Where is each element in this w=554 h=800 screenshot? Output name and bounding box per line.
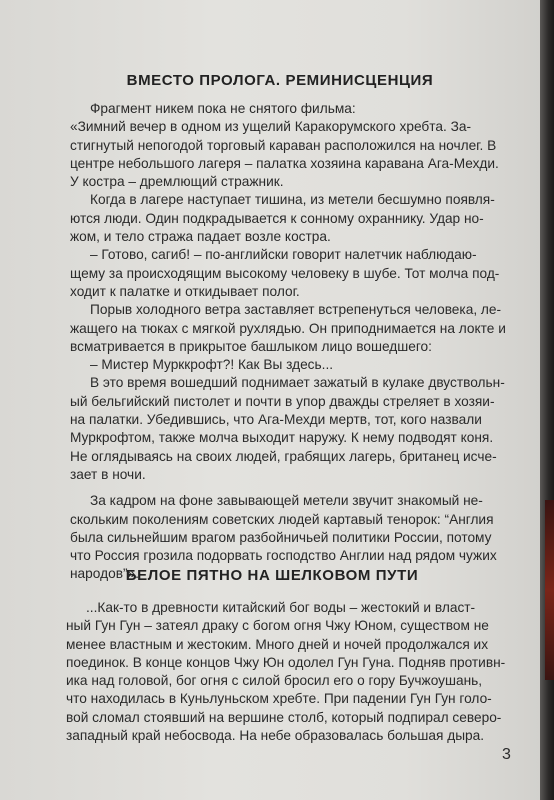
text-line: что находилась в Куньлуньском хребте. При падении Гун Гун голо- xyxy=(66,691,492,707)
text-line: «Зимний вечер в одном из ущелий Каракорумского хребта. За- xyxy=(70,119,472,135)
text-line: У костра – дремлющий стражник. xyxy=(70,174,284,190)
section-heading-prologue: ВМЕСТО ПРОЛОГА. РЕМИНИСЦЕНЦИЯ xyxy=(126,72,434,89)
text-line: – Готово, сагиб! – по-английски говорит налетчик наблюдаю- xyxy=(90,247,477,263)
text-line: Фрагмент никем пока не снятого фильма: xyxy=(90,101,356,116)
text-line: на палатки. Убедившись, что Ага-Мехди мертв, тот, кого назвали xyxy=(70,412,482,428)
text-line: западный край небосвода. На небе образовалась большая дыра. xyxy=(66,728,485,744)
text-line: Порыв холодного ветра заставляет встрепенуться человека, ле- xyxy=(90,302,502,318)
text-line: что Россия грозила подорвать господство Англии над рядом чужих xyxy=(70,548,497,564)
text-line: ный Гун Гун – затеял драку с богом огня Чжу Юном, существом не xyxy=(66,618,489,634)
text-line: центре небольшого лагеря – палатка хозяина каравана Ага-Мехди. xyxy=(70,155,499,171)
text-line: менее властным и жестоким. Много дней и ночей продолжался их xyxy=(66,636,489,652)
section-heading-silk-road: БЕЛОЕ ПЯТНО НА ШЕЛКОВОМ ПУТИ xyxy=(125,567,419,584)
text-line: поединок. В конце концов Чжу Юн одолел Гун Гуна. Подняв противн- xyxy=(66,654,506,670)
text-line: Когда в лагере наступает тишина, из метели бесшумно появля- xyxy=(90,192,495,208)
text-line: скольким поколениям советских людей картавый тенорок: “Англия xyxy=(70,511,494,527)
text-line: В это время вошедший поднимает зажатый в кулаке двуствольн- xyxy=(90,375,505,391)
text-line: ...Как-то в древности китайский бог воды – жестокий и власт- xyxy=(86,600,476,615)
text-line: ика над головой, бог огня с силой бросил его о гору Бучжоушань, xyxy=(66,673,483,689)
text-line: За кадром на фоне завывающей метели звучит знакомый не- xyxy=(90,493,483,509)
silk-road-text xyxy=(66,599,516,745)
text-line: щему за происходящим высокому человеку в шубе. Тот молча под- xyxy=(70,265,500,281)
book-cover-edge xyxy=(540,0,554,800)
text-line: была сильнейшим врагом разбойничьей политики России, потому xyxy=(70,529,492,545)
page-number: 3 xyxy=(502,746,511,763)
text-line: ый бельгийский пистолет и почти в упор дважды стреляет в хозяи- xyxy=(70,393,495,409)
text-line: жом, и тело стража падает возле костра. xyxy=(70,229,331,245)
text-line: всматривается в прикрытое башлыком лицо вошедшего: xyxy=(70,338,432,354)
text-line: зает в ночи. xyxy=(70,466,146,482)
text-line: народов”». xyxy=(70,566,139,582)
text-line: ходит к палатке и откидывает полог. xyxy=(70,283,300,299)
prologue-text xyxy=(70,100,516,584)
cover-accent-stripe xyxy=(545,500,554,680)
text-line: ются люди. Один подкрадывается к сонному охраннику. Удар но- xyxy=(70,210,484,226)
text-line: – Мистер Мурккрофт?! Как Вы здесь... xyxy=(90,357,334,373)
text-line: вой сломал стоявший на вершине столб, который подпирал северо- xyxy=(66,709,502,725)
text-line: жащего на тюках с мягкой рухлядью. Он приподнимается на локте и xyxy=(70,320,506,336)
text-line: стигнутый непогодой торговый караван расположился на ночлег. В xyxy=(70,137,497,153)
text-line: Муркрофтом, также молча выходит наружу. К нему подводят коня. xyxy=(70,430,494,446)
text-line: Не оглядываясь на своих людей, грабящих лагерь, британец исче- xyxy=(70,448,497,464)
